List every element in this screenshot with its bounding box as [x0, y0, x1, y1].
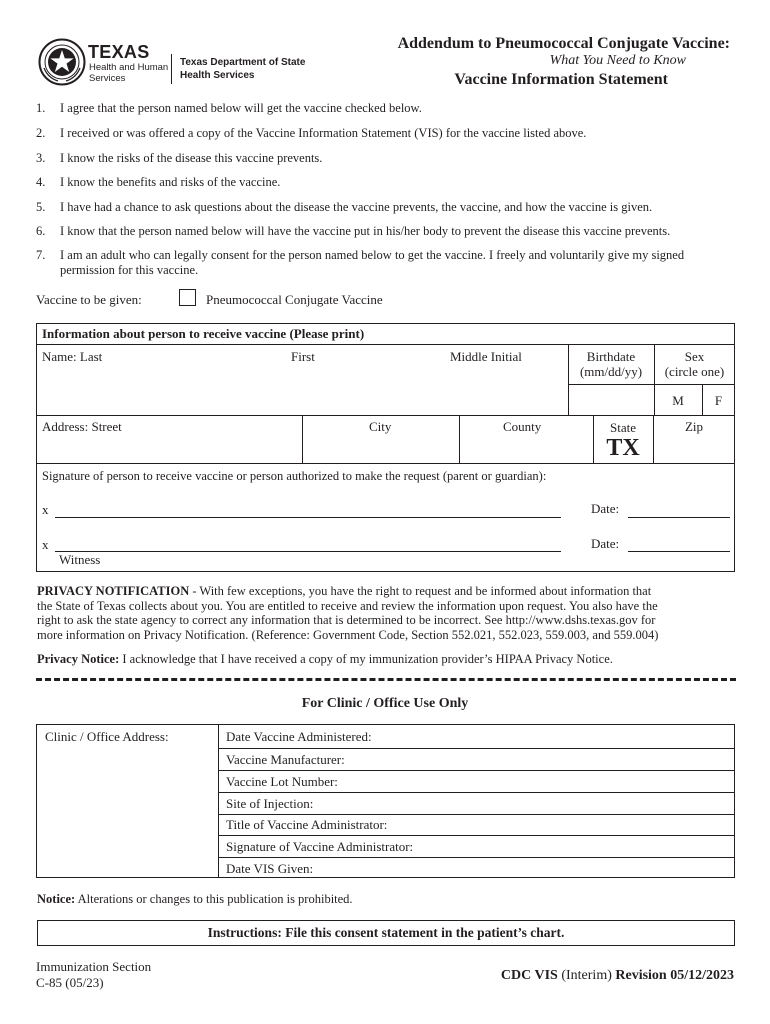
signature-date-line[interactable] — [628, 517, 730, 518]
city-field[interactable]: City — [369, 419, 392, 434]
divider — [218, 835, 735, 836]
statement-item — [36, 248, 736, 278]
statement-text: I am an adult who can legally consent for the person named below to get the vaccine. I freely and voluntarily give my signed permission for this vaccine. — [60, 248, 685, 277]
document-title-line-3: Vaccine Information Statement — [454, 71, 668, 88]
statement-number: 5. — [36, 200, 46, 214]
administrator-title-field[interactable]: Title of Vaccine Administrator: — [226, 817, 388, 832]
info-table-heading: Information about person to receive vaccine (Please print) — [42, 326, 365, 341]
statement-item — [36, 224, 736, 239]
state-value: TX — [606, 435, 640, 461]
statement-text: I know the benefits and risks of the vaccine. — [60, 175, 281, 189]
vaccine-manufacturer-field[interactable]: Vaccine Manufacturer: — [226, 752, 345, 767]
privacy-notification-text: more information on Privacy Notification. (Reference: Government Code, Section 552.021, 552.023, 559.003, and 559.004) — [37, 627, 659, 642]
footer-interim: (Interim) — [557, 968, 616, 983]
county-field[interactable]: County — [503, 419, 542, 434]
divider — [218, 748, 735, 749]
dept-name-line-1: Texas Department of State — [180, 57, 306, 68]
divider — [568, 384, 735, 385]
vaccine-lot-number-field[interactable]: Vaccine Lot Number: — [226, 774, 338, 789]
statement-text: I agree that the person named below will get the vaccine checked below. — [60, 101, 422, 115]
vaccine-checkbox[interactable] — [179, 289, 196, 306]
divider — [218, 857, 735, 858]
agency-sub-line-2: Services — [89, 73, 126, 84]
name-last-field[interactable]: Name: Last — [42, 349, 103, 364]
state-label: State — [610, 420, 636, 435]
statement-number: 4. — [36, 175, 46, 189]
date-vis-given-field[interactable]: Date VIS Given: — [226, 861, 314, 876]
date-administered-field[interactable]: Date Vaccine Administered: — [226, 729, 372, 744]
footer-section: Immunization Section — [36, 959, 152, 974]
divider — [36, 344, 735, 345]
privacy-notification-label: PRIVACY NOTIFICATION — [37, 584, 190, 598]
texas-hhs-seal-icon — [38, 38, 86, 86]
first-name-field[interactable]: First — [291, 349, 315, 364]
witness-signature-line[interactable] — [55, 551, 561, 552]
site-of-injection-field[interactable]: Site of Injection: — [226, 796, 314, 811]
sex-hint: (circle one) — [664, 364, 725, 379]
privacy-notice — [37, 652, 737, 667]
clinic-address-field[interactable]: Clinic / Office Address: — [45, 729, 169, 744]
document-title: Addendum to Pneumococcal Conjugate Vaccine: — [397, 35, 730, 52]
sex-label: Sex — [684, 349, 705, 364]
alteration-notice-label: Notice: — [37, 892, 76, 906]
witness-x-marker: x — [42, 537, 49, 552]
signature-prompt: Signature of person to receive vaccine or person authorized to make the request (parent or guardian): — [42, 469, 547, 483]
signature-date-label: Date: — [591, 501, 620, 516]
divider — [218, 792, 735, 793]
statement-item — [36, 151, 736, 166]
zip-field[interactable]: Zip — [684, 419, 704, 434]
statement-number: 6. — [36, 224, 46, 238]
statement-item — [36, 200, 736, 215]
privacy-notice-text: I acknowledge that I have received a copy of my immunization provider’s HIPAA Privacy Notice. — [119, 652, 613, 666]
statement-item — [36, 175, 736, 190]
statement-number: 2. — [36, 126, 46, 140]
administrator-signature-field[interactable]: Signature of Vaccine Administrator: — [226, 839, 414, 854]
alteration-notice-text: Alterations or changes to this publication is prohibited. — [75, 892, 353, 906]
signature-line[interactable] — [55, 517, 561, 518]
signature-x-marker: x — [42, 502, 49, 517]
witness-date-label: Date: — [591, 536, 620, 551]
privacy-notification — [37, 584, 737, 642]
footer-form-code: C-85 (05/23) — [36, 975, 104, 990]
statement-text: I know that the person named below will have the vaccine put in his/her body to prevent the disease this vaccine prevents. — [60, 224, 671, 238]
footer-cdc-vis: CDC VIS — [500, 968, 558, 983]
alteration-notice — [37, 892, 353, 907]
privacy-notification-text: the State of Texas collects about you. You are entitled to receive and review the information upon request. You also have the — [37, 598, 658, 613]
divider — [36, 463, 735, 464]
divider — [302, 415, 303, 463]
witness-label: Witness — [59, 552, 101, 567]
logo-divider — [171, 54, 172, 84]
sex-option-f[interactable]: F — [714, 393, 723, 408]
instructions-box: Instructions: File this consent statement in the patient’s chart. — [37, 920, 735, 946]
footer-revision — [440, 968, 734, 984]
birthdate-format-hint: (mm/dd/yy) — [579, 364, 643, 379]
vaccine-option-label: Pneumococcal Conjugate Vaccine — [206, 292, 383, 307]
clinic-section-title: For Clinic / Office Use Only — [301, 696, 469, 711]
middle-initial-field[interactable]: Middle Initial — [450, 349, 522, 364]
document-subtitle: What You Need to Know — [549, 53, 686, 68]
sex-option-m[interactable]: M — [672, 393, 684, 408]
statement-text: I know the risks of the disease this vaccine prevents. — [60, 151, 323, 165]
privacy-notification-text: right to ask the state agency to correct any information that is determined to be incorrect. See http://www.dshs.texas.gov for — [37, 613, 656, 627]
divider — [36, 415, 735, 416]
dept-name-line-2: Health Services — [180, 70, 255, 81]
privacy-notification-text: - With few exceptions, you have the right to request and be informed about information that — [189, 584, 652, 598]
divider — [459, 415, 460, 463]
agency-brand: TEXAS — [88, 42, 150, 62]
address-street-field[interactable]: Address: Street — [42, 419, 122, 434]
witness-date-line[interactable] — [628, 551, 730, 552]
statement-number: 3. — [36, 151, 46, 165]
privacy-notice-label: Privacy Notice: — [37, 652, 120, 666]
footer-revision-date: Revision 05/12/2023 — [615, 968, 734, 983]
agency-sub-line-1: Health and Human — [89, 62, 169, 73]
divider — [218, 770, 735, 771]
statement-text: I received or was offered a copy of the Vaccine Information Statement (VIS) for the vaccine listed above. — [60, 126, 587, 140]
statement-item — [36, 126, 736, 141]
vaccine-label: Vaccine to be given: — [36, 292, 142, 307]
statement-number: 7. — [36, 248, 46, 262]
statement-text: I have had a chance to ask questions about the disease the vaccine prevents, the vaccine, and how the vaccine is given. — [60, 200, 653, 214]
birthdate-label: Birthdate — [586, 349, 636, 364]
divider — [218, 814, 735, 815]
cut-line — [36, 678, 736, 681]
statement-item — [36, 101, 736, 116]
statement-number: 1. — [36, 101, 46, 115]
